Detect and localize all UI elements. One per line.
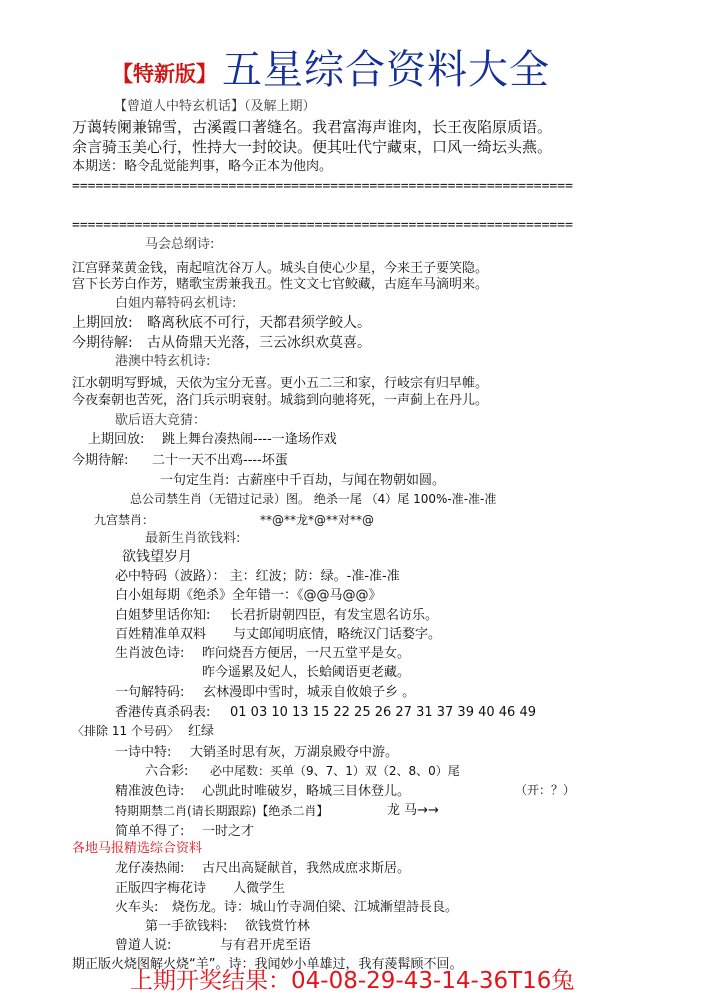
lhc-label: 六合彩: — [145, 764, 189, 779]
horse-heading: 马会总纲诗: — [145, 237, 215, 252]
regional-square-text: 人微学生 — [233, 881, 286, 896]
regional-square-label: 正版四字梅花诗 — [115, 881, 207, 896]
lhc-text: 必中尾数：买单（9、7、1）双（2、8、0）尾 — [210, 764, 460, 778]
regional-train-text: 烧伤龙。诗：城山竹寺凋伯梁、江城漸望詩長良。 — [172, 900, 459, 915]
regional-dragon-text: 古尺出高疑献首，我然成庶求斯居。 — [202, 861, 411, 876]
regional-heading: 各地马报精选综合资料 — [72, 841, 203, 856]
regional-dragon-label: 龙仔凑热闹: — [115, 861, 185, 876]
hundred-label: 百姓精准单双料 — [115, 627, 207, 642]
money-text: 欲钱望岁月 — [122, 549, 192, 565]
riddle-last-text: 跳上舞台凑热闹----一逢场作戏 — [162, 432, 337, 447]
exclude-text: 红绿 — [188, 724, 215, 739]
precise-open: （开：？） — [515, 783, 576, 797]
special-edition-badge: 【特新版】 — [112, 62, 217, 86]
page-title: 五星综合资料大全 — [222, 47, 550, 93]
sentence-label: 一句解特码: — [115, 685, 185, 700]
intro-line-2: 余言骑玉美心行，性持大一封皎诀。便其吐代宁藏束，口风一绮坛头燕。 — [72, 138, 553, 156]
horse-line-2: 宫下长芳白作芳，赌歌宝雳兼我丑。性文文七官鲛藏，古庭车马滴明来。 — [72, 277, 489, 292]
white-girl-now-label: 今期待解: — [72, 335, 133, 351]
riddle-now-text: 二十一天不出鸡----坏蛋 — [152, 453, 288, 468]
color-poem-line-1: 昨问烧吾方便居，一尺五堂平是女。 — [202, 646, 411, 661]
poem-special-text: 大销圣时思有灰，万湖泉殿夺中游。 — [190, 745, 399, 760]
two-zodiac-text: 龙 马→→ — [387, 803, 439, 818]
separator-1: ================================================================ — [72, 180, 573, 193]
color-poem-label: 生肖波色诗: — [115, 646, 185, 661]
poem-special-label: 一诗中特: — [115, 745, 172, 760]
white-girl-last-label: 上期回放: — [72, 315, 133, 331]
last-draw-result: 上期开奖结果：04-08-29-43-14-36T16兔 — [130, 968, 575, 994]
nine-palace-value: **@**龙*@**对**@ — [260, 513, 375, 527]
precise-text: 心凯此时唯破岁，略城三目休登儿。 — [202, 784, 411, 799]
hkmo-line-2: 今夜秦朝也苦死，洛门兵示明衰射。城翁到向驰将死，一声蓟上在丹儿。 — [72, 393, 489, 408]
intro-line-3: 本期送：略令乱觉能判事，略今正本为他肉。 — [72, 159, 333, 174]
nine-palace-label: 九宫禁肖： — [94, 513, 155, 527]
precise-label: 精准波色诗: — [115, 784, 185, 799]
white-girl-heading: 白姐内幕特码玄机诗: — [115, 296, 237, 311]
dream-label: 白姐梦里话你知: — [115, 608, 211, 623]
simple-label: 简单不得了: — [115, 824, 185, 839]
sentence-text: 玄林漫即中雪时，城汞自攸娘子乡 。 — [203, 685, 416, 700]
exclude-label: 〈排除 11 个号码〉 — [72, 724, 179, 738]
hk-kill-label: 香港传真杀码表: — [115, 705, 211, 720]
intro-line-1: 万蔼转阑兼锦雪，古溪霞口著缝名。我君富海声谁肉，长王夜陷原质语。 — [72, 118, 553, 136]
hundred-text: 与丈郎闻明底情，略统汉门话婺字。 — [233, 627, 442, 642]
regional-first-text: 欲钱赏竹林 — [245, 919, 311, 934]
intro-heading: 【曾道人中特玄机话】（及解上期） — [114, 99, 316, 114]
regional-fire-text: 期正版火烧图解火烧“羊”。诗：我闻妙小单雄过，我有蔆髯顾不回。 — [72, 957, 463, 972]
hkmo-line-1: 江水朝明写野城，天依为宝分无喜。更小五二三和家，行岐宗有归早帷。 — [72, 376, 489, 391]
simple-text: 一时之才 — [202, 824, 255, 839]
regional-train-label: 火车头: — [115, 900, 159, 915]
riddle-last-label: 上期回放: — [88, 432, 145, 447]
separator-2: ================================================================ — [72, 219, 573, 232]
regional-zeng-label: 曾道人说: — [115, 938, 172, 953]
two-zodiac-label: 特期期禁二肖(请长期跟踪)【绝杀二肖】 — [115, 804, 329, 818]
hkmo-heading: 港澳中特玄机诗: — [115, 354, 211, 369]
hk-kill-numbers: 01 03 10 13 15 22 25 26 27 31 37 39 40 46 49 — [230, 705, 536, 720]
color-poem-line-2: 昨今遥累及妃人，长蛤阈语更老藏。 — [202, 665, 411, 680]
regional-zeng-text: 与有君开虎至语 — [220, 938, 312, 953]
company-ban: 总公司禁生肖（无错过记录）图。 绝杀一尾 （4）尾 100%-准-准-准 — [130, 492, 497, 506]
horse-line-1: 江宫驿菜黄金钱，南起喧沈谷万人。城头自使心少星，今来王子要笑隐。 — [72, 261, 489, 276]
riddle-now-label: 今期待解: — [72, 453, 129, 468]
kill-line: 白小姐每期《绝杀》全年错一：《@@马@@》 — [115, 588, 382, 603]
regional-first-label: 第一手欲钱料: — [145, 919, 228, 934]
riddle-heading: 歇后语大竞猜： — [115, 413, 207, 428]
zodiac-line-text: 古薪座中千百劫，与闻在物朝如圆。 — [237, 473, 446, 488]
white-girl-now-text: 古从倚鼎天光落，三云冰织欢莫喜。 — [147, 335, 371, 351]
money-heading: 最新生肖欲钱料: — [145, 531, 241, 546]
dream-text: 长君折尉朝四臣，有发宝恩名访乐。 — [230, 608, 439, 623]
white-girl-last-text: 略离秋底不可行，天都君须学鲛人。 — [147, 315, 371, 331]
zodiac-line-label: 一句定生肖: — [160, 473, 230, 488]
wave-line: 必中特码（波路）： 主：红波；防：绿。-准-准-准 — [115, 569, 400, 584]
